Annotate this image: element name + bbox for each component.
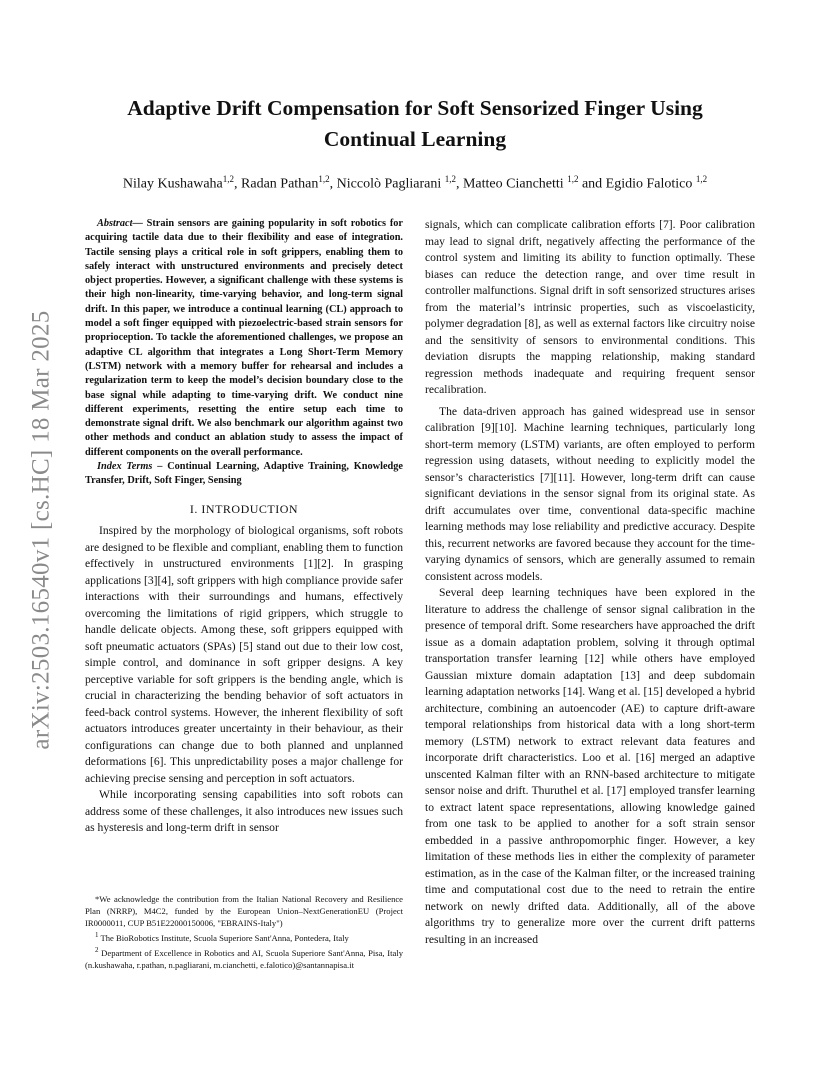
footnote-text: The BioRobotics Institute, Scuola Superiore Sant'Anna, Pontedera, Italy (98, 932, 349, 943)
affiliation-mark: 1,2 (222, 174, 235, 184)
author-name: Nilay Kushawaha (122, 176, 223, 192)
left-column (85, 217, 403, 837)
footnote-affiliation-1 (85, 929, 403, 944)
body-paragraph: Several deep learning techniques have been explored in the literature to address the challenge of sensor signal calibration in the presence of temporal drift. Some researchers have approached the drift issue as a domain adaptation problem, solving it through optimal transportation transfer learning [12] while others have employed Gaussian mixture domain adaptation [13] and deep subdomain learning adaptation networks [14]. Wang et al. [15] developed a hybrid architecture, combining an autoencoder (AE) to capture drift-aware temporal relationships from historical data with a long short-term memory (LSTM) network to extract relevant data features and incorporate drift characteristics. Loo et al. [16] merged an adaptive unscented Kalman filter with an RNN-based architecture to mitigate sensor noise and drift. Thuruthel et al. [17] employed transfer learning to extract latent space representations, allowing knowledge gained from one task to be applied to another for a soft strain sensor embedded in a passive anthropomorphic finger. However, a key limitation of these methods lies in either the complexity of parameter estimation, as in the case of the Kalman filter, or the increased training time and computational cost due to the need to retrain the entire network on newly drifted data. Additionally, all of the above algorithms try to generalize more over the current drift patterns resulting in an increased (425, 586, 755, 946)
footnote-affiliation-2 (85, 944, 403, 971)
footnote-mark: 2 (95, 945, 99, 954)
author-name: , Niccolò Pagliarani (329, 176, 445, 192)
author-list (60, 170, 770, 194)
paper-title: Adaptive Drift Compensation for Soft Sensorized Finger Using Continual Learning (127, 96, 703, 151)
abstract-text: — Strain sensors are gaining popularity in soft robotics for acquiring tactile data due to their flexibility and ease of integration. Tactile sensing plays a critical role in soft grippers, enabling them to safely interact with unstructured environments and precisely detect object properties. However, a significant challenge with these systems is their high non-linearity, time-varying behavior, and long-term signal drift. In this paper, we introduce a continual learning (CL) approach to model a soft finger equipped with piezoelectric-based strain sensors for proprioception. To tackle the aforementioned challenges, we propose an adaptive CL algorithm that integrates a Long Short-Term Memory (LSTM) network with a memory buffer for rehearsal and includes a regularization term to keep the model’s decision boundary close to the base signal while adapting to time-varying drift. We conduct nine different experiments, resetting the entire setup each time to demonstrate signal drift. We also benchmark our algorithm against two other methods and conduct an ablation study to assess the impact of different components on the overall performance. (85, 218, 403, 458)
body-paragraph: signals, which can complicate calibration efforts [7]. Poor calibration may lead to signal drift, negatively affecting the performance of the control system and limiting its ability to function optimally. These biases can reduce the detection range, and over time result in controller malfunctions. Signal drift in soft sensorized structures arises from the material’s intrinsic properties, such as viscoelasticity, polymer degradation [8], as well as external factors like circuitry noise and the sensitivity of sensors to environmental conditions. This deviation disrupts the mapping relationship, making standard regression methods inadequate and requiring frequent sensor recalibration. (425, 218, 755, 396)
index-terms-label: Index Terms (97, 461, 153, 473)
body-paragraph: The data-driven approach has gained widespread use in sensor calibration [9][10]. Machine learning techniques, particularly long short-term memory (LSTM) variants, are often employed to perform regression using datasets, without needing to explicitly model the sensor’s characteristics [7][11]. However, long-term drift can cause significant deviations in the sensor signal from its original state. As drift accumulates over time, conventional data-specific machine learning methods may lose reliability and predictive accuracy. Despite this, recurrent networks are favored because they account for the time-varying dynamics of sensors, which are generally assumed to remain consistent across models. (425, 404, 755, 583)
affiliation-mark: 1,2 (695, 174, 708, 184)
index-terms (85, 460, 403, 489)
affiliation-mark: 1,2 (444, 174, 456, 184)
author-name: , Matteo Cianchetti (455, 176, 568, 192)
affiliation-mark: 1,2 (567, 174, 579, 184)
footnote-funding: *We acknowledge the contribution from the Italian National Recovery and Resilience Plan (NRRP), M4C2, funded by the European Union–NextGenerationEU (Project IR0000011, CUP B51E22000150006, "EBRAINS-Italy") (85, 894, 403, 928)
abstract-label: Abstract (97, 218, 133, 229)
footnote-mark: 1 (95, 931, 99, 939)
index-terms-text: – Continual Learning, Adaptive Training, Knowledge Transfer, Drift, Soft Finger, Sensing (85, 461, 403, 487)
affiliation-mark: 1,2 (318, 174, 330, 184)
arxiv-identifier-text: arXiv:2503.16540v1 [cs.HC] 18 Mar 2025 (28, 310, 55, 750)
section-heading: I. INTRODUCTION (189, 501, 299, 516)
body-paragraph: Inspired by the morphology of biological organisms, soft robots are designed to be flexible and compliant, enabling them to function effectively in unstructured environments [1][2]. In grasping applications [3][4], soft grippers with high compliance provide safer interactions with their surroundings and humans, effectively overcoming the limitations of rigid grippers, which struggle to handle delicate objects. Among these, soft grippers equipped with soft pneumatic actuators (SPAs) [5] stand out due to their low cost, simple control, and dominance in soft gripper designs. A key perceptive variable for soft grippers is the bending angle, which is crucial in characterizing the bending behavior of soft actuators in feed-back control systems. However, the inherent flexibility of soft actuators introduces greater uncertainty in their behaviour, as their configurations can change due to both planned and unplanned deformations [6]. This unpredictability poses a major challenge for achieving precise sensing and perception in soft actuators. (85, 524, 403, 785)
author-name: , Radan Pathan (234, 176, 319, 192)
right-column (425, 217, 755, 948)
abstract (85, 217, 403, 460)
arxiv-identifier (22, 290, 62, 770)
footnotes (85, 893, 403, 971)
body-paragraph: While incorporating sensing capabilities into soft robots can address some of these challenges, it also introduces new issues such as hysteresis and long-term drift in sensor (85, 788, 403, 835)
author-name: and Egidio Falotico (578, 176, 696, 192)
footnote-text: Department of Excellence in Robotics and AI, Scuola Superiore Sant'Anna, Pisa, Italy (n.kushawaha, r.pathan, n.pagliarani, m.cianchetti, e.falotico)@santannapisa.it (85, 947, 403, 970)
